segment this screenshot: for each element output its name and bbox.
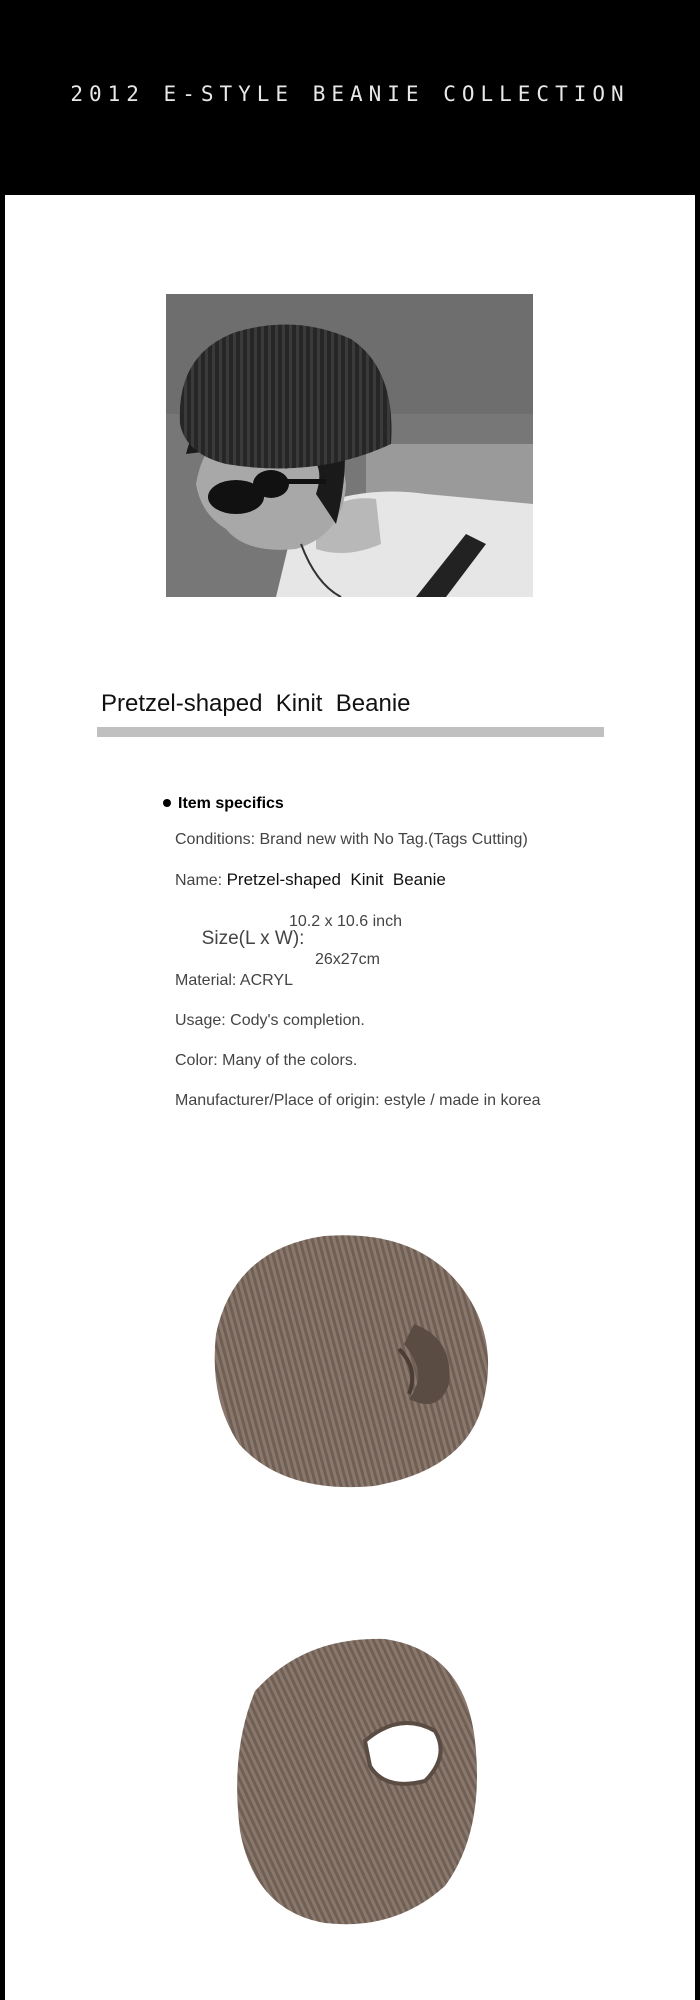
specs-heading-label: Item specifics — [178, 795, 284, 812]
beanie-photo-front — [204, 1224, 501, 1494]
model-photo — [166, 294, 533, 597]
spec-name — [175, 870, 446, 890]
spec-conditions: Conditions: Brand new with No Tag.(Tags Cutting) — [175, 831, 528, 848]
specs-heading — [163, 795, 284, 813]
product-panel — [5, 195, 695, 2000]
page-header — [0, 0, 700, 195]
title-divider — [97, 727, 604, 737]
bullet-icon — [163, 799, 171, 807]
spec-name-value: Pretzel-shaped Kinit Beanie — [226, 870, 446, 889]
collection-title: 2012 E-STYLE BEANIE COLLECTION — [70, 82, 630, 106]
spec-size-label: Size(L x W): — [201, 928, 305, 949]
product-title: Pretzel-shaped Kinit Beanie — [101, 690, 411, 717]
spec-manufacturer: Manufacturer/Place of origin: estyle / made in korea — [175, 1092, 541, 1109]
beanie-photo-side — [225, 1631, 489, 1931]
spec-name-label: Name: — [175, 872, 227, 889]
spec-material: Material: ACRYL — [175, 972, 293, 989]
spec-size-inch: 10.2 x 10.6 inch — [289, 913, 402, 930]
spec-color: Color: Many of the colors. — [175, 1052, 358, 1069]
spec-usage: Usage: Cody's completion. — [175, 1012, 365, 1029]
spec-size — [175, 910, 595, 970]
spec-size-cm: 26x27cm — [315, 951, 380, 968]
